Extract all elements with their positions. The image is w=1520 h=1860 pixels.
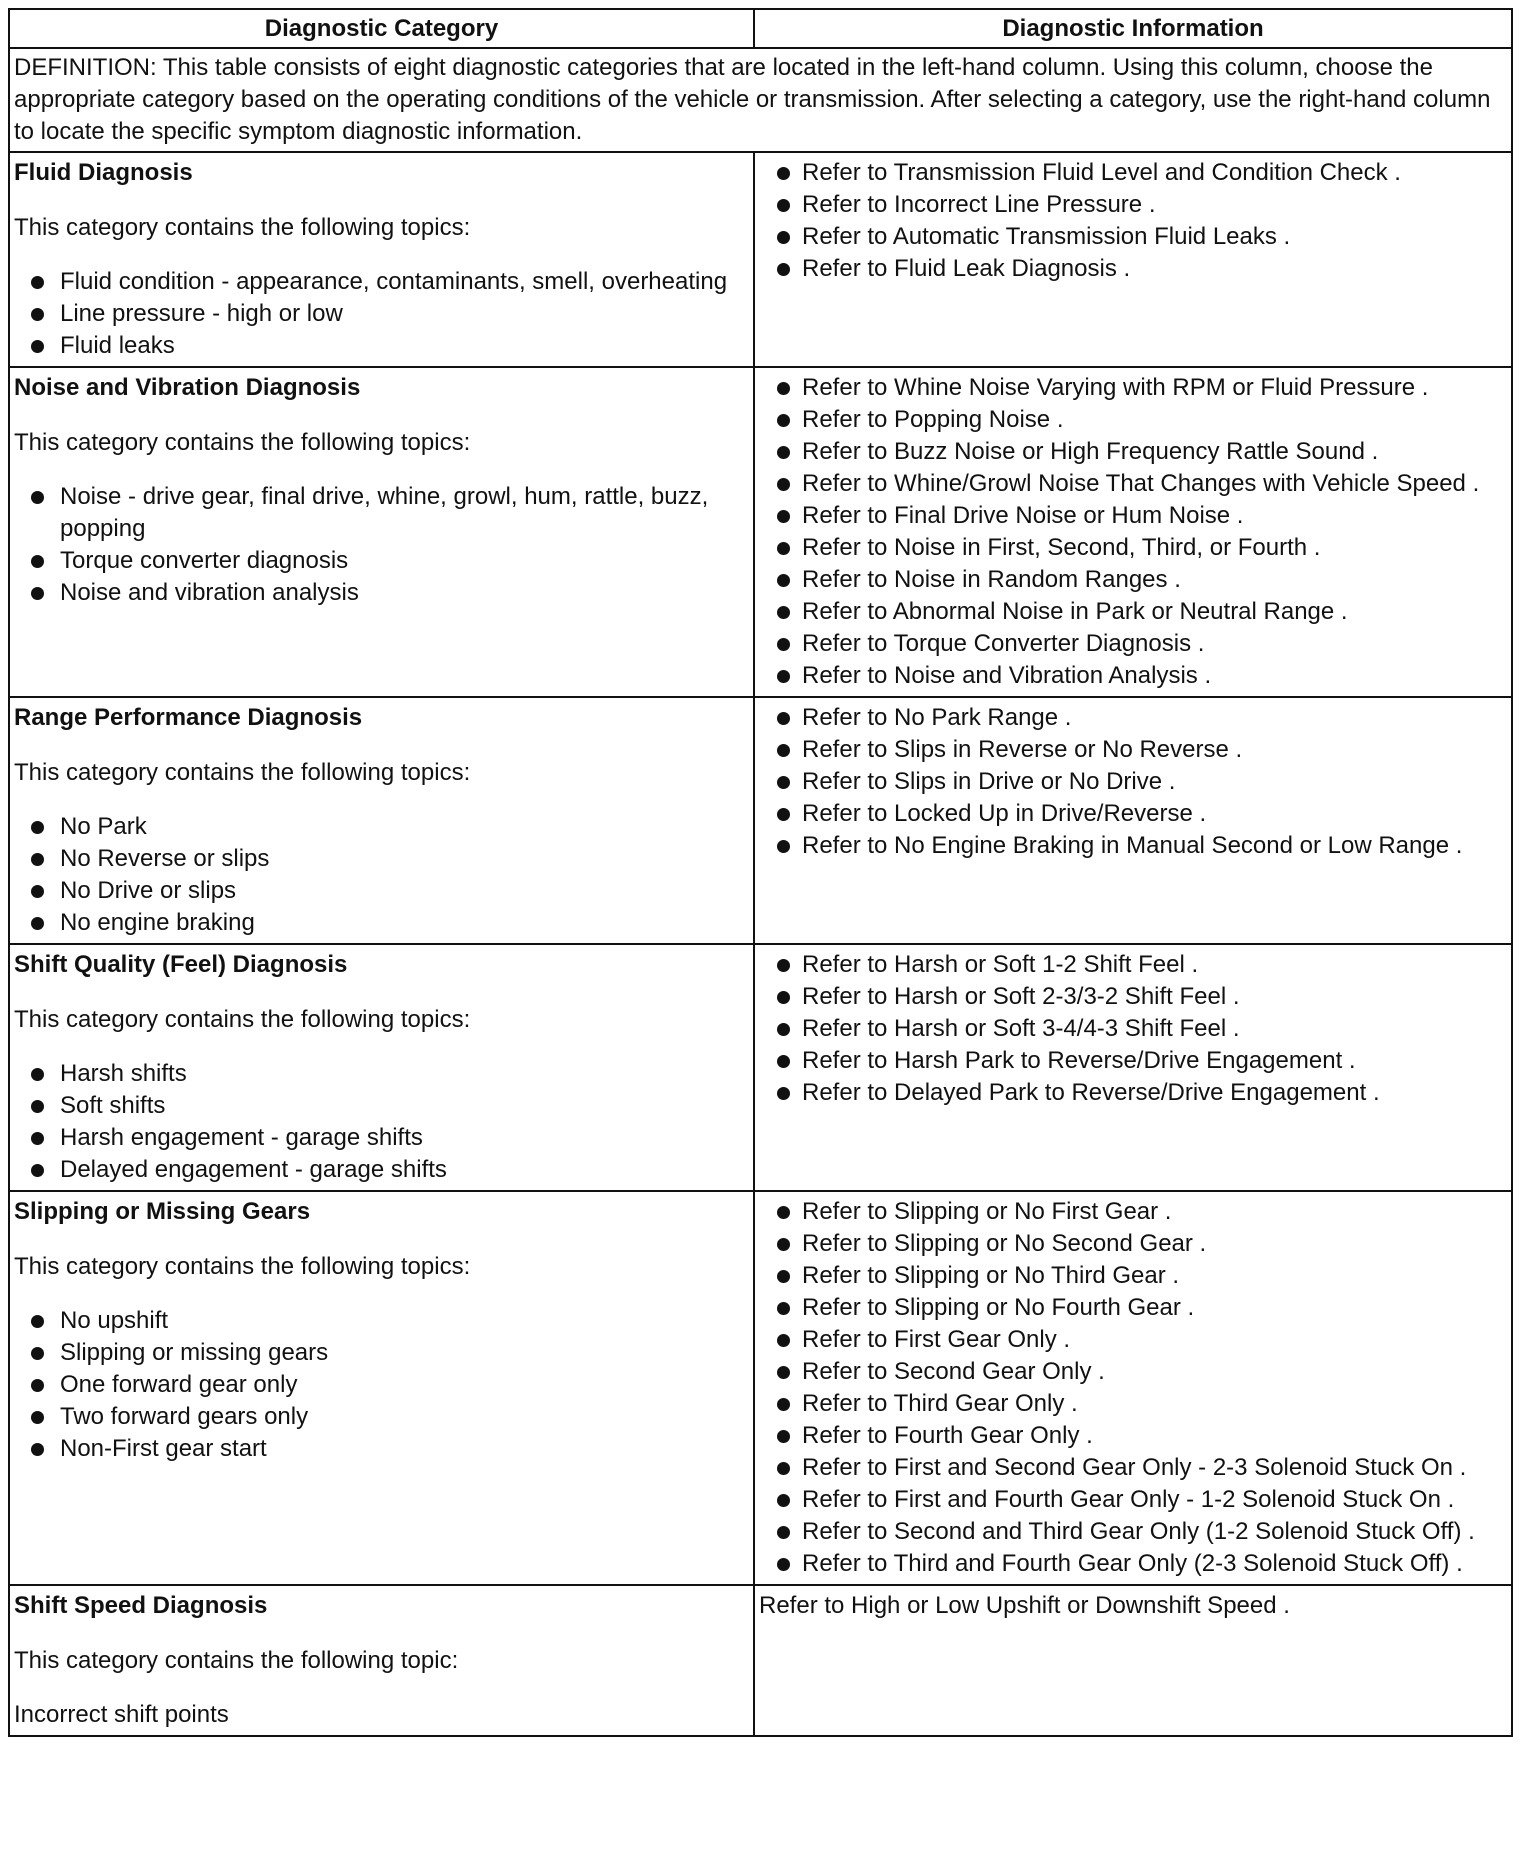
reference-item: Refer to Third Gear Only . — [759, 1388, 1505, 1420]
reference-item: Refer to Noise in First, Second, Third, or Fourth . — [759, 532, 1505, 564]
category-row — [9, 697, 1512, 944]
topic-item: Non-First gear start — [14, 1433, 747, 1465]
information-cell — [754, 1191, 1512, 1585]
reference-list — [759, 372, 1505, 692]
reference-item: Refer to First and Fourth Gear Only - 1-2 Solenoid Stuck On . — [759, 1484, 1505, 1516]
topic-item: Slipping or missing gears — [14, 1337, 747, 1369]
category-intro: This category contains the following topics: — [14, 429, 471, 456]
information-cell — [754, 367, 1512, 697]
diagnostic-table — [8, 8, 1513, 1737]
reference-item: Refer to Whine/Growl Noise That Changes with Vehicle Speed . — [759, 468, 1505, 500]
reference-item: Refer to Torque Converter Diagnosis . — [759, 628, 1505, 660]
topic-item: No Park — [14, 811, 747, 843]
category-title: Fluid Diagnosis — [14, 159, 193, 186]
category-cell — [9, 1585, 754, 1736]
category-topic: Incorrect shift points — [14, 1701, 229, 1728]
reference-item: Refer to Fourth Gear Only . — [759, 1420, 1505, 1452]
category-row-shift-speed — [9, 1585, 1512, 1736]
category-intro: This category contains the following topics: — [14, 214, 471, 241]
topic-item: Two forward gears only — [14, 1401, 747, 1433]
reference-item: Refer to Noise and Vibration Analysis . — [759, 660, 1505, 692]
reference-item: Refer to Slips in Reverse or No Reverse . — [759, 734, 1505, 766]
category-intro: This category contains the following topics: — [14, 1253, 471, 1280]
information-cell — [754, 697, 1512, 944]
topic-list — [14, 266, 747, 362]
reference-item: Refer to Slipping or No Fourth Gear . — [759, 1292, 1505, 1324]
header-diagnostic-information: Diagnostic Information — [754, 9, 1512, 48]
category-title: Shift Speed Diagnosis — [14, 1592, 268, 1619]
reference-list — [759, 949, 1505, 1109]
reference-item: Refer to Locked Up in Drive/Reverse . — [759, 798, 1505, 830]
category-cell — [9, 152, 754, 367]
reference-item: Refer to Transmission Fluid Level and Condition Check . — [759, 157, 1505, 189]
topic-item: Fluid condition - appearance, contaminants, smell, overheating — [14, 266, 747, 298]
reference-item: Refer to Automatic Transmission Fluid Leaks . — [759, 221, 1505, 253]
reference-item: Refer to Abnormal Noise in Park or Neutral Range . — [759, 596, 1505, 628]
category-cell — [9, 697, 754, 944]
reference-list — [759, 702, 1505, 862]
reference-item: Refer to Whine Noise Varying with RPM or Fluid Pressure . — [759, 372, 1505, 404]
category-intro: This category contains the following topics: — [14, 759, 471, 786]
reference-item: Refer to Slipping or No Third Gear . — [759, 1260, 1505, 1292]
reference-item: Refer to Second and Third Gear Only (1-2 Solenoid Stuck Off) . — [759, 1516, 1505, 1548]
category-cell — [9, 367, 754, 697]
reference-item: Refer to Harsh Park to Reverse/Drive Engagement . — [759, 1045, 1505, 1077]
reference-item: Refer to Final Drive Noise or Hum Noise . — [759, 500, 1505, 532]
reference-item: Refer to Second Gear Only . — [759, 1356, 1505, 1388]
category-row — [9, 152, 1512, 367]
category-cell — [9, 944, 754, 1191]
diagnostic-table-container — [8, 8, 1511, 1737]
category-row — [9, 367, 1512, 697]
topic-item: Soft shifts — [14, 1090, 747, 1122]
topic-list — [14, 1058, 747, 1186]
reference-item: Refer to Slipping or No First Gear . — [759, 1196, 1505, 1228]
reference-item: Refer to Third and Fourth Gear Only (2-3 Solenoid Stuck Off) . — [759, 1548, 1505, 1580]
category-cell — [9, 1191, 754, 1585]
category-intro: This category contains the following topic: — [14, 1647, 459, 1674]
reference-item: Refer to Slips in Drive or No Drive . — [759, 766, 1505, 798]
information-cell — [754, 944, 1512, 1191]
topic-item: No Reverse or slips — [14, 843, 747, 875]
topic-item: Delayed engagement - garage shifts — [14, 1154, 747, 1186]
topic-item: One forward gear only — [14, 1369, 747, 1401]
category-title: Shift Quality (Feel) Diagnosis — [14, 951, 348, 978]
reference-item: Refer to Delayed Park to Reverse/Drive Engagement . — [759, 1077, 1505, 1109]
reference-item: Refer to Buzz Noise or High Frequency Rattle Sound . — [759, 436, 1505, 468]
topic-item: No upshift — [14, 1305, 747, 1337]
category-title: Noise and Vibration Diagnosis — [14, 374, 361, 401]
reference-item: Refer to No Park Range . — [759, 702, 1505, 734]
topic-item: Fluid leaks — [14, 330, 747, 362]
information-cell — [754, 152, 1512, 367]
reference-item: Refer to Noise in Random Ranges . — [759, 564, 1505, 596]
topic-item: Harsh engagement - garage shifts — [14, 1122, 747, 1154]
reference-item: Refer to Incorrect Line Pressure . — [759, 189, 1505, 221]
definition-text: DEFINITION: This table consists of eight diagnostic categories that are located in the left-hand column. Using this column, choose the appropriate category based on the operating conditions of the vehicle or transmission. After selecting a category, use the right-hand column to locate the specific symptom diagnostic information. — [9, 48, 1512, 152]
topic-list — [14, 1305, 747, 1465]
topic-list — [14, 481, 747, 609]
topic-list — [14, 811, 747, 939]
reference-item: Refer to Popping Noise . — [759, 404, 1505, 436]
topic-item: No Drive or slips — [14, 875, 747, 907]
category-row — [9, 1191, 1512, 1585]
definition-row — [9, 48, 1512, 152]
topic-item: Torque converter diagnosis — [14, 545, 747, 577]
category-row — [9, 944, 1512, 1191]
reference-item: Refer to Harsh or Soft 2-3/3-2 Shift Feel . — [759, 981, 1505, 1013]
reference-item: Refer to First and Second Gear Only - 2-3 Solenoid Stuck On . — [759, 1452, 1505, 1484]
reference-list — [759, 157, 1505, 285]
reference-item: Refer to Harsh or Soft 1-2 Shift Feel . — [759, 949, 1505, 981]
category-title: Range Performance Diagnosis — [14, 704, 363, 731]
reference-item: Refer to Slipping or No Second Gear . — [759, 1228, 1505, 1260]
reference-list — [759, 1196, 1505, 1580]
header-row — [9, 9, 1512, 48]
reference-item: Refer to No Engine Braking in Manual Second or Low Range . — [759, 830, 1505, 862]
reference-item: Refer to Fluid Leak Diagnosis . — [759, 253, 1505, 285]
category-intro: This category contains the following topics: — [14, 1006, 471, 1033]
topic-item: Harsh shifts — [14, 1058, 747, 1090]
topic-item: No engine braking — [14, 907, 747, 939]
topic-item: Line pressure - high or low — [14, 298, 747, 330]
topic-item: Noise - drive gear, final drive, whine, growl, hum, rattle, buzz, popping — [14, 481, 747, 545]
reference-text: Refer to High or Low Upshift or Downshift Speed . — [759, 1592, 1290, 1619]
reference-item: Refer to First Gear Only . — [759, 1324, 1505, 1356]
category-title: Slipping or Missing Gears — [14, 1198, 311, 1225]
information-cell — [754, 1585, 1512, 1736]
header-diagnostic-category: Diagnostic Category — [9, 9, 754, 48]
reference-item: Refer to Harsh or Soft 3-4/4-3 Shift Feel . — [759, 1013, 1505, 1045]
topic-item: Noise and vibration analysis — [14, 577, 747, 609]
